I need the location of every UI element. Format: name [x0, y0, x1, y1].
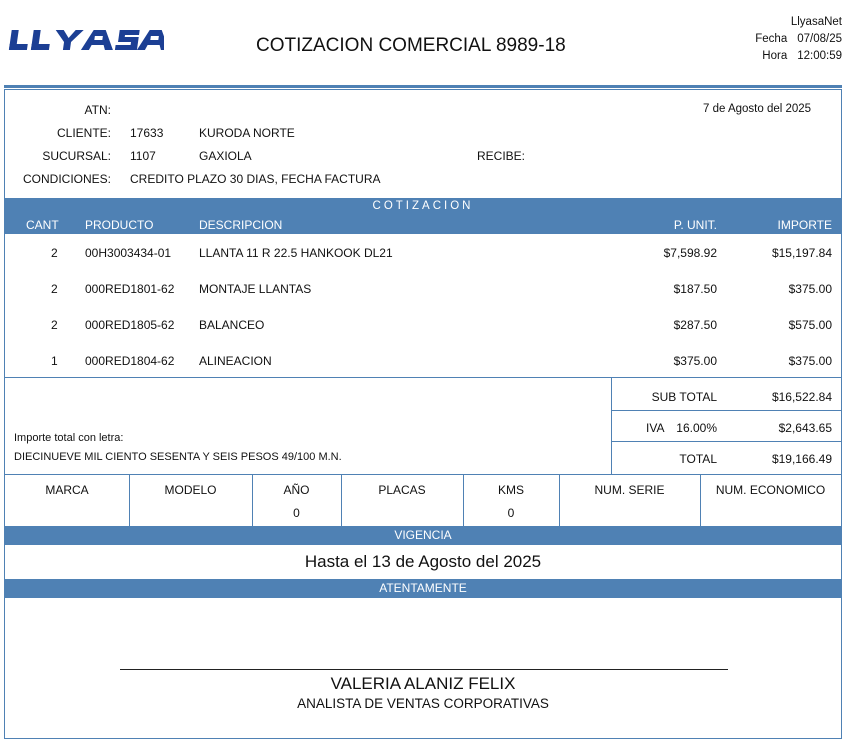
- items-header-bar: [5, 198, 841, 234]
- totals-rule: [611, 441, 841, 442]
- vehicle-header: PLACAS: [378, 483, 426, 497]
- quote-date: 7 de Agosto del 2025: [703, 103, 812, 115]
- col-importe: IMPORTE: [777, 218, 832, 232]
- vehicle-col-placas: [341, 475, 463, 527]
- top-rule: [4, 85, 842, 88]
- vehicle-col-marca: [5, 475, 129, 527]
- sucursal-name: GAXIOLA: [199, 149, 252, 163]
- atn-label: ATN:: [84, 103, 111, 117]
- vehicle-header: AÑO: [283, 483, 310, 497]
- fecha-label: Fecha: [755, 33, 788, 45]
- vehicle-header: MARCA: [45, 483, 89, 497]
- row-punit: $375.00: [673, 354, 717, 368]
- col-cant: CANT: [26, 218, 59, 232]
- vehicle-col-kms: [463, 475, 559, 527]
- table-row: [5, 246, 841, 266]
- total-value: $19,166.49: [771, 452, 832, 466]
- cliente-number: 17633: [130, 126, 164, 140]
- row-punit: $187.50: [673, 282, 717, 296]
- row-descripcion: LLANTA 11 R 22.5 HANKOOK DL21: [199, 246, 393, 260]
- sucursal-label: SUCURSAL:: [42, 149, 111, 163]
- col-punit: P. UNIT.: [673, 218, 717, 232]
- vigencia-bar: VIGENCIA: [5, 526, 841, 545]
- row-cant: 1: [51, 354, 58, 368]
- header-meta: [755, 14, 842, 65]
- sucursal-number: 1107: [130, 149, 156, 163]
- row-descripcion: BALANCEO: [199, 318, 265, 332]
- iva-value: $2,643.65: [778, 421, 832, 435]
- system-name: LlyasaNet: [790, 16, 842, 28]
- vehicle-value: 0: [293, 506, 300, 520]
- hora-value: 12:00:59: [797, 50, 842, 62]
- row-descripcion: ALINEACION: [199, 354, 272, 368]
- row-producto: 00H3003434-01: [85, 246, 172, 260]
- atentamente-bar: ATENTAMENTE: [5, 579, 841, 598]
- amount-in-words: DIECINUEVE MIL CIENTO SESENTA Y SEIS PESOS 49/100 M.N.: [14, 451, 342, 463]
- totals-divider: [611, 378, 612, 475]
- vehicle-header: KMS: [497, 483, 524, 497]
- llyasa-logo: [8, 28, 164, 54]
- signer-role: ANALISTA DE VENTAS CORPORATIVAS: [297, 696, 549, 711]
- total-label: TOTAL: [679, 452, 717, 466]
- table-row: [5, 282, 841, 302]
- vigencia-text: Hasta el 13 de Agosto del 2025: [304, 552, 542, 571]
- vehicle-col-economico: [700, 475, 841, 527]
- cliente-label: CLIENTE:: [56, 126, 111, 140]
- vehicle-value: 0: [507, 506, 515, 520]
- fecha-value: 07/08/25: [797, 33, 842, 45]
- row-producto: 000RED1804-62: [85, 354, 175, 368]
- iva-label: IVA: [646, 421, 665, 435]
- table-row: [5, 354, 841, 374]
- vehicle-header: MODELO: [164, 483, 217, 497]
- table-row: [5, 318, 841, 338]
- col-descripcion: DESCRIPCION: [199, 218, 283, 232]
- document-title: COTIZACION COMERCIAL 8989-18: [256, 35, 566, 56]
- row-descripcion: MONTAJE LLANTAS: [199, 282, 312, 296]
- iva-rate: 16.00%: [676, 421, 717, 435]
- totals-rule: [611, 410, 841, 411]
- row-importe: $15,197.84: [771, 246, 832, 260]
- row-cant: 2: [51, 282, 58, 296]
- row-punit: $7,598.92: [663, 246, 717, 260]
- amount-in-words-label: Importe total con letra:: [14, 432, 124, 444]
- quote-frame: [4, 89, 842, 739]
- condiciones-value: CREDITO PLAZO 30 DIAS, FECHA FACTURA: [130, 172, 381, 186]
- client-info: [5, 90, 841, 198]
- col-producto: PRODUCTO: [85, 218, 154, 232]
- subtotal-label: SUB TOTAL: [651, 390, 717, 404]
- vehicle-col-modelo: [129, 475, 252, 527]
- row-cant: 2: [51, 318, 58, 332]
- vehicle-col-serie: [559, 475, 700, 527]
- row-producto: 000RED1805-62: [85, 318, 175, 332]
- row-importe: $375.00: [788, 354, 832, 368]
- hora-label: Hora: [762, 50, 788, 62]
- vehicle-header: NUM. ECONOMICO: [715, 483, 826, 497]
- vehicle-header: NUM. SERIE: [594, 483, 665, 497]
- condiciones-label: CONDICIONES:: [22, 172, 111, 186]
- vehicle-table: [5, 474, 841, 526]
- row-importe: $575.00: [788, 318, 832, 332]
- cliente-name: KURODA NORTE: [199, 126, 295, 140]
- row-importe: $375.00: [788, 282, 832, 296]
- recibe-label: RECIBE:: [477, 149, 526, 163]
- items-caption: COTIZACION: [372, 200, 474, 212]
- signer-name: VALERIA ALANIZ FELIX: [330, 674, 516, 693]
- subtotal-value: $16,522.84: [771, 390, 832, 404]
- row-cant: 2: [51, 246, 58, 260]
- totals-area: [5, 377, 841, 474]
- signature-line: [120, 669, 728, 670]
- row-producto: 000RED1801-62: [85, 282, 175, 296]
- vehicle-col-ano: [252, 475, 341, 527]
- row-punit: $287.50: [673, 318, 717, 332]
